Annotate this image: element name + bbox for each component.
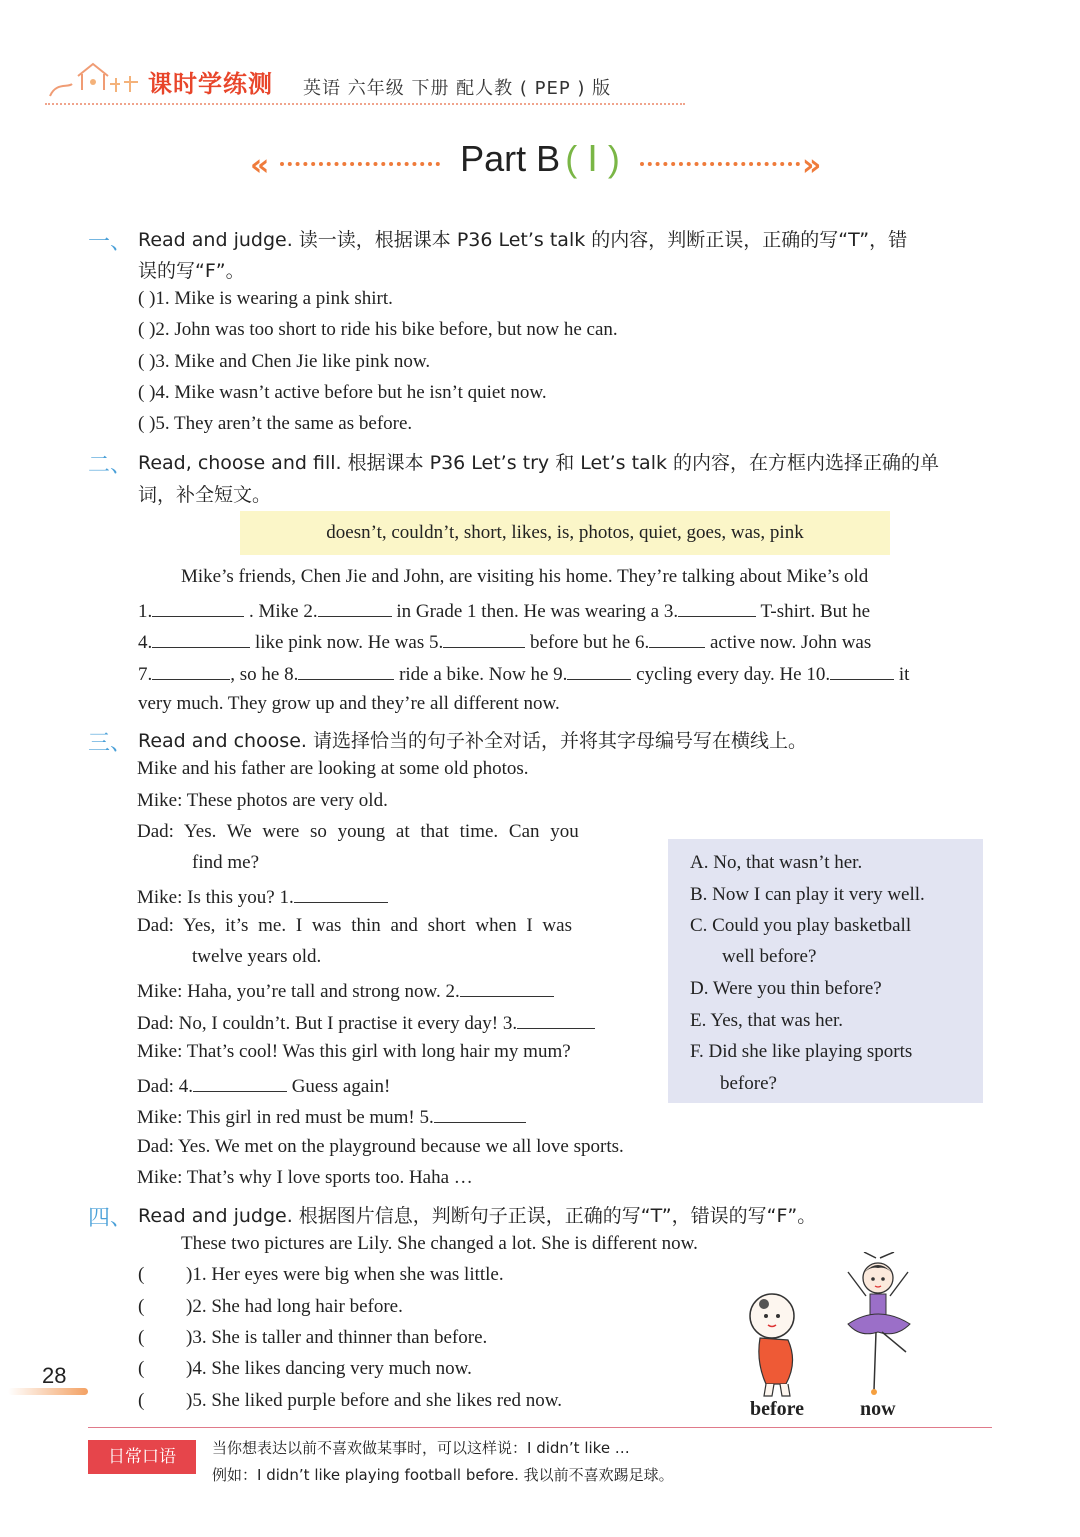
dialog-blank-2-number: 2. bbox=[445, 981, 460, 1002]
dialog-line: Dad: Yes. We were so young at that time. Can you bbox=[137, 821, 579, 842]
s4-item-4: )4. She likes dancing very much now. bbox=[186, 1358, 472, 1379]
dialog-line bbox=[137, 884, 388, 909]
blank-5[interactable] bbox=[443, 629, 525, 648]
girl-dancer-illustration bbox=[836, 1252, 920, 1400]
passage-line-5: very much. They grow up and they’re all different now. bbox=[138, 693, 560, 714]
passage-line-3 bbox=[138, 629, 871, 654]
blank-10[interactable] bbox=[830, 661, 894, 680]
option-c-cont: well before? bbox=[722, 946, 817, 967]
dialog-text: Guess again! bbox=[291, 1076, 391, 1097]
dialog-line: find me? bbox=[192, 852, 260, 873]
passage-text: active now. John was bbox=[709, 632, 872, 653]
s1-item-1: ( )1. Mike is wearing a pink shirt. bbox=[138, 288, 393, 309]
dialog-blank-5[interactable] bbox=[434, 1104, 526, 1123]
dialog-text: Mike: Is this you? bbox=[137, 887, 275, 908]
dialog-line: Mike: That’s why I love sports too. Haha … bbox=[137, 1167, 473, 1188]
blank-4-number: 4. bbox=[138, 632, 153, 653]
dialog-line bbox=[137, 978, 554, 1003]
s4-answer-paren[interactable]: ( bbox=[138, 1390, 145, 1411]
dialog-blank-3-number: 3. bbox=[502, 1013, 518, 1034]
s4-answer-paren[interactable]: ( bbox=[138, 1327, 145, 1348]
section-2-number: 二、 bbox=[88, 453, 133, 478]
word-bank-text: doesn’t, couldn’t, short, likes, is, photos, quiet, goes, was, pink bbox=[326, 522, 804, 543]
caption-now: now bbox=[860, 1398, 896, 1420]
passage-line-2 bbox=[138, 598, 870, 623]
option-c: C. Could you play basketball bbox=[690, 915, 912, 936]
dialog-blank-5-number: 5. bbox=[419, 1107, 434, 1128]
passage-text: T-shirt. But he bbox=[760, 601, 871, 622]
option-f-cont: before? bbox=[720, 1073, 777, 1094]
dialog-line: Mike: That’s cool! Was this girl with long hair my mum? bbox=[137, 1041, 571, 1062]
dialog-text: Mike: Haha, you’re tall and strong now. bbox=[137, 981, 441, 1002]
header-divider bbox=[45, 103, 685, 105]
s4-item-2: )2. She had long hair before. bbox=[186, 1296, 403, 1317]
baby-illustration bbox=[742, 1292, 812, 1400]
s4-intro: These two pictures are Lily. She changed a lot. She is different now. bbox=[181, 1233, 698, 1254]
title-right-chevron-icon: » bbox=[802, 148, 822, 183]
passage-text: in Grade 1 then. He was wearing a bbox=[396, 601, 660, 622]
header-brand: 课时学练测 bbox=[148, 70, 273, 98]
passage-text: it bbox=[898, 664, 910, 685]
s1-item-5: ( )5. They aren’t the same as before. bbox=[138, 413, 413, 434]
section-4-instruction: Read and judge. 根据图片信息，判断句子正误，正确的写“T”，错误的写“F”。 bbox=[138, 1205, 817, 1227]
blank-1[interactable] bbox=[152, 598, 244, 617]
blank-9[interactable] bbox=[567, 661, 631, 680]
section-1-instruction: Read and judge. 读一读，根据课本 P36 Let’s talk 的内容，判断正误，正确的写“T”，错 bbox=[138, 229, 908, 251]
section-2-instruction: Read, choose and fill. 根据课本 P36 Let’s try 和 Let’s talk 的内容，在方框内选择正确的单 bbox=[138, 452, 940, 474]
dialog-blank-3[interactable] bbox=[517, 1010, 595, 1029]
blank-10-number: 10. bbox=[806, 664, 831, 685]
s4-item-3: )3. She is taller and thinner than before. bbox=[186, 1327, 488, 1348]
dialog-blank-2[interactable] bbox=[460, 978, 554, 997]
title-right-dots bbox=[640, 162, 800, 166]
part-title: Part B bbox=[460, 138, 561, 179]
passage-text: ride a bike. Now he bbox=[399, 664, 549, 685]
passage-text: before but he bbox=[529, 632, 631, 653]
dialog-text: Dad: bbox=[137, 1076, 174, 1097]
blank-8-number: 8. bbox=[284, 664, 299, 685]
blank-8[interactable] bbox=[298, 661, 394, 680]
passage-line-1: Mike’s friends, Chen Jie and John, are visiting his home. They’re talking about Mike’s old bbox=[181, 566, 869, 587]
passage-text: like pink now. He was bbox=[255, 632, 425, 653]
option-b: B. Now I can play it very well. bbox=[690, 884, 925, 905]
blank-3-number: 3. bbox=[663, 601, 679, 622]
s4-item-1: )1. Her eyes were big when she was little. bbox=[186, 1264, 504, 1285]
section-1-number: 一、 bbox=[88, 230, 133, 255]
dialog-line bbox=[137, 1104, 526, 1129]
passage-text: cycling every day. He bbox=[636, 664, 802, 685]
blank-1-number: 1. bbox=[138, 601, 153, 622]
dialog-line: Dad: Yes. We met on the playground because we all love sports. bbox=[137, 1136, 624, 1157]
dialog-text: Dad: No, I couldn’t. But I practise it every day! bbox=[137, 1013, 499, 1034]
s4-answer-paren[interactable]: ( bbox=[138, 1358, 145, 1379]
title-left-chevron-icon: « bbox=[250, 148, 270, 183]
blank-5-number: 5. bbox=[428, 632, 444, 653]
header-house-logo bbox=[48, 62, 143, 102]
page-number: 28 bbox=[42, 1363, 67, 1388]
dialog-line bbox=[137, 1010, 595, 1035]
section-4-number: 四、 bbox=[88, 1206, 133, 1231]
option-a: A. No, that wasn’t her. bbox=[690, 852, 863, 873]
section-2-instruction-cont: 词，补全短文。 bbox=[138, 484, 272, 506]
blank-6-number: 6. bbox=[634, 632, 650, 653]
section-1-instruction-cont: 误的写“F”。 bbox=[138, 260, 245, 282]
footer-line-1: 当你想表达以前不喜欢做某事时，可以这样说：I didn’t like … bbox=[212, 1439, 630, 1457]
blank-2-number: 2. bbox=[303, 601, 318, 622]
header-subtitle: 英语 六年级 下册 配人教 ( PEP ) 版 bbox=[303, 78, 612, 99]
passage-text: , so he bbox=[230, 664, 280, 685]
dialog-blank-1[interactable] bbox=[294, 884, 388, 903]
dialog-line bbox=[137, 1073, 390, 1098]
dialog-line: Dad: Yes, it’s me. I was thin and short when I was bbox=[137, 915, 572, 936]
dialog-intro: Mike and his father are looking at some old photos. bbox=[137, 758, 529, 779]
footer-divider bbox=[88, 1427, 992, 1428]
passage-text: . Mike bbox=[249, 601, 299, 622]
option-f: F. Did she like playing sports bbox=[690, 1041, 913, 1062]
passage-line-4 bbox=[138, 661, 909, 686]
page-number-bar bbox=[8, 1388, 88, 1395]
footer-tag: 日常口语 bbox=[88, 1440, 196, 1474]
dialog-line: twelve years old. bbox=[192, 946, 322, 967]
dialog-blank-4[interactable] bbox=[193, 1073, 287, 1092]
blank-7[interactable] bbox=[152, 661, 230, 680]
blank-6[interactable] bbox=[649, 629, 705, 648]
blank-4[interactable] bbox=[152, 629, 250, 648]
option-e: E. Yes, that was her. bbox=[690, 1010, 844, 1031]
s1-item-2: ( )2. John was too short to ride his bike before, but now he can. bbox=[138, 319, 618, 340]
s4-item-5: )5. She liked purple before and she likes red now. bbox=[186, 1390, 563, 1411]
blank-9-number: 9. bbox=[553, 664, 568, 685]
blank-3[interactable] bbox=[678, 598, 756, 617]
dialog-line: Mike: These photos are very old. bbox=[137, 790, 388, 811]
blank-7-number: 7. bbox=[138, 664, 153, 685]
section-3-number: 三、 bbox=[88, 731, 133, 756]
s1-item-3: ( )3. Mike and Chen Jie like pink now. bbox=[138, 351, 431, 372]
s1-item-4: ( )4. Mike wasn’t active before but he isn’t quiet now. bbox=[138, 382, 547, 403]
caption-before: before bbox=[750, 1398, 805, 1420]
dialog-blank-1-number: 1. bbox=[279, 887, 294, 908]
options-box bbox=[668, 839, 983, 1103]
s4-answer-paren[interactable]: ( bbox=[138, 1296, 145, 1317]
dialog-text: Mike: This girl in red must be mum! bbox=[137, 1107, 415, 1128]
option-d: D. Were you thin before? bbox=[690, 978, 882, 999]
footer-line-2: 例如：I didn’t like playing football before. 我以前不喜欢踢足球。 bbox=[212, 1466, 674, 1484]
dialog-blank-4-number: 4. bbox=[178, 1076, 193, 1097]
blank-2[interactable] bbox=[318, 598, 392, 617]
part-subtitle: ( Ⅰ ) bbox=[565, 138, 620, 179]
s4-answer-paren[interactable]: ( bbox=[138, 1264, 145, 1285]
section-3-instruction: Read and choose. 请选择恰当的句子补全对话，并将其字母编号写在横线上。 bbox=[138, 730, 807, 752]
